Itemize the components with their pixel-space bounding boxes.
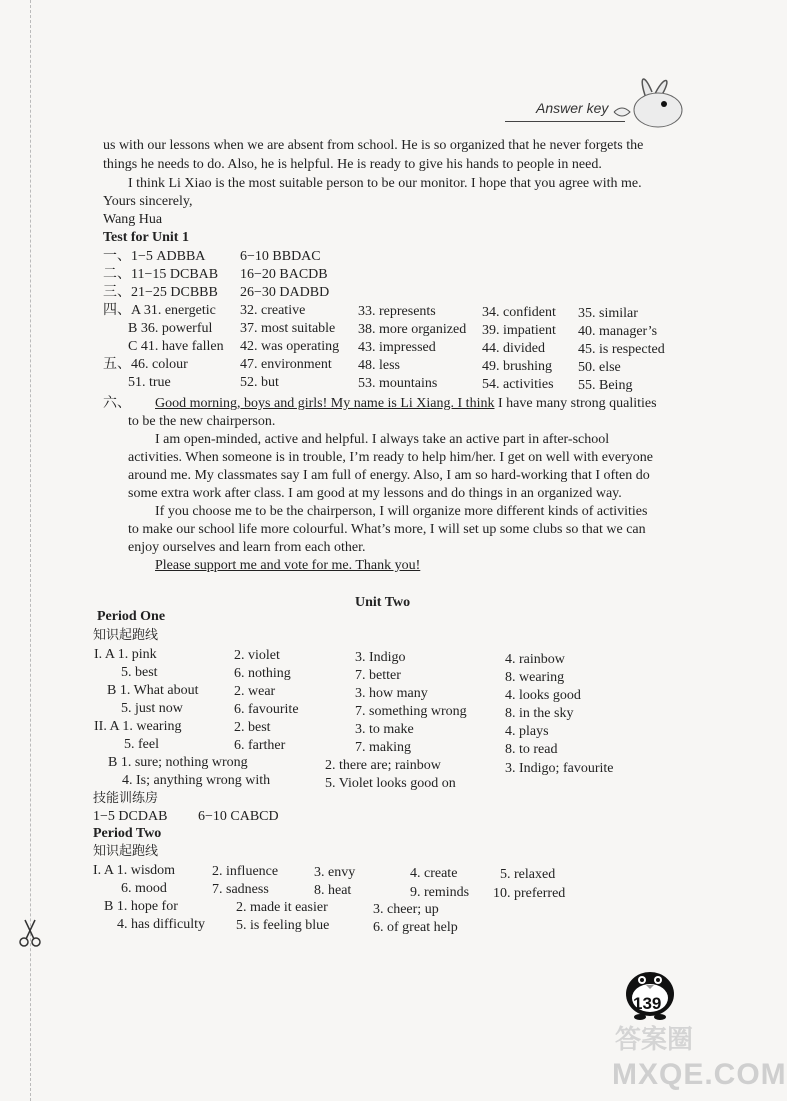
answer-cell: 5. relaxed xyxy=(500,867,556,882)
essay-line: to be the new chairperson. xyxy=(128,414,276,429)
grid-cell: C 41. have fallen xyxy=(128,339,224,354)
answer-cell: 5. best xyxy=(121,665,158,680)
grid-cell: 39. impatient xyxy=(482,323,556,338)
essay-line: If you choose me to be the chairperson, I will organize more different kinds of activities xyxy=(155,504,648,519)
answer-row: 三、21−25 DCBBB xyxy=(103,285,218,300)
answer-cell: 4. Is; anything wrong with xyxy=(122,773,271,788)
answer-cell: 7. making xyxy=(355,740,411,755)
grid-cell: 49. brushing xyxy=(482,359,552,374)
answer-cell: 5. feel xyxy=(124,737,159,752)
answer-cell: 2. wear xyxy=(234,684,276,699)
answer-cell: 1−5 DCDAB xyxy=(93,809,168,824)
letter-closing: Yours sincerely, xyxy=(103,194,193,209)
answer-cell: 8. heat xyxy=(314,883,352,898)
grid-cell: 43. impressed xyxy=(358,340,436,355)
answer-cell: 3. envy xyxy=(314,865,356,880)
answer-cell: 6. farther xyxy=(234,738,286,753)
answer-cell: 8. in the sky xyxy=(505,706,574,721)
answer-cell: II. A 1. wearing xyxy=(94,719,182,734)
grid-cell: 37. most suitable xyxy=(240,321,336,336)
grid-cell: 四、A 31. energetic xyxy=(103,303,216,318)
grid-cell: 44. divided xyxy=(482,341,545,356)
grid-cell: 55. Being xyxy=(578,378,633,393)
essay-line: some extra work after class. I am good at my lessons and do things in an organized way. xyxy=(128,486,622,501)
letter-signature: Wang Hua xyxy=(103,212,163,227)
essay-rest: I have many strong qualities xyxy=(494,396,657,411)
essay-line: Please support me and vote for me. Thank you! xyxy=(155,558,421,573)
answer-cell: 5. is feeling blue xyxy=(236,918,330,933)
essay-line: enjoy ourselves and learn from each other. xyxy=(128,540,366,555)
answer-cell: 6. of great help xyxy=(373,920,458,935)
grid-cell: 45. is respected xyxy=(578,342,665,357)
answer-row: 16−20 BACDB xyxy=(240,267,328,282)
answer-cell: 4. has difficulty xyxy=(117,917,206,932)
essay-line: around me. My classmates say I am full of energy. Also, I am so hard-working that I often do xyxy=(128,468,650,483)
answer-cell: I. A 1. wisdom xyxy=(93,863,176,878)
answer-cell: 7. better xyxy=(355,668,401,683)
answer-cell: 2. best xyxy=(234,720,271,735)
answer-cell: 3. Indigo xyxy=(355,650,406,665)
unit-title: Unit Two xyxy=(355,595,411,610)
answer-row: 一、1−5 ADBBA xyxy=(103,249,206,264)
grid-cell: 50. else xyxy=(578,360,621,375)
answer-cell: 2. violet xyxy=(234,648,280,663)
answer-cell: I. A 1. pink xyxy=(94,647,157,662)
letter-line: things he needs to do. Also, he is helpful. He is ready to give his hands to people in need. xyxy=(103,157,602,172)
answer-cell: 3. to make xyxy=(355,722,414,737)
answer-cell: 6. nothing xyxy=(234,666,291,681)
answer-cell: 2. there are; rainbow xyxy=(325,758,441,773)
grid-cell: 五、46. colour xyxy=(103,357,188,372)
answer-cell: 3. how many xyxy=(355,686,428,701)
essay-underlined: Good morning, boys and girls! My name is Li Xiang. I think xyxy=(155,396,495,411)
section-label: 知识起跑线 xyxy=(93,844,159,859)
answer-cell: 2. influence xyxy=(212,864,279,879)
answer-cell: 2. made it easier xyxy=(236,900,328,915)
grid-cell: 53. mountains xyxy=(358,376,438,391)
answer-cell: 7. something wrong xyxy=(355,704,467,719)
answer-row: 26−30 DADBD xyxy=(240,285,330,300)
answer-cell: 3. cheer; up xyxy=(373,902,439,917)
answer-cell: 6−10 CABCD xyxy=(198,809,279,824)
answer-cell: 6. mood xyxy=(121,881,167,896)
grid-cell: 32. creative xyxy=(240,303,306,318)
section-title: Test for Unit 1 xyxy=(103,230,189,245)
page-number: 139 xyxy=(633,994,662,1013)
answer-row: 二、11−15 DCBAB xyxy=(103,267,219,282)
answer-cell: 6. favourite xyxy=(234,702,299,717)
section-label: 技能训练房 xyxy=(93,791,159,806)
essay-line xyxy=(155,395,657,413)
answer-cell: 4. plays xyxy=(505,724,549,739)
grid-cell: 48. less xyxy=(358,358,400,373)
header-rule xyxy=(505,121,625,122)
answer-cell: B 1. hope for xyxy=(104,899,178,914)
scissors-icon xyxy=(18,918,42,953)
grid-cell: 34. confident xyxy=(482,305,556,320)
grid-cell: 54. activities xyxy=(482,377,554,392)
letter-line: I think Li Xiao is the most suitable person to be our monitor. I hope that you agree with me. xyxy=(128,176,642,191)
section-label: 知识起跑线 xyxy=(93,628,159,643)
answer-cell: 4. looks good xyxy=(505,688,581,703)
essay-line: I am open-minded, active and helpful. I always take an active part in after-school xyxy=(155,432,610,447)
answer-cell: 4. create xyxy=(410,866,458,881)
answer-cell: 4. rainbow xyxy=(505,652,565,667)
answer-cell: 7. sadness xyxy=(212,882,269,897)
grid-cell: 38. more organized xyxy=(358,322,467,337)
period-title: Period One xyxy=(97,609,166,624)
grid-cell: 42. was operating xyxy=(240,339,340,354)
watermark-logo: 答案圈 xyxy=(615,1025,694,1055)
answer-row: 6−10 BBDAC xyxy=(240,249,321,264)
letter-line: us with our lessons when we are absent from school. He is so organized that he never forgets the xyxy=(103,138,644,153)
answer-cell: 8. wearing xyxy=(505,670,565,685)
essay-line: activities. When someone is in trouble, I’m ready to help him/her. I get on well with everyone xyxy=(128,450,653,465)
answer-cell: 5. Violet looks good on xyxy=(325,776,456,791)
grid-cell: 40. manager’s xyxy=(578,324,658,339)
essay-number: 六、 xyxy=(103,396,131,411)
period-title: Period Two xyxy=(93,826,162,841)
grid-cell: B 36. powerful xyxy=(128,321,213,336)
grid-cell: 33. represents xyxy=(358,304,436,319)
grid-cell: 47. environment xyxy=(240,357,332,372)
grid-cell: 51. true xyxy=(128,375,171,390)
answer-cell: 3. Indigo; favourite xyxy=(505,761,614,776)
watermark-text: MXQE.COM xyxy=(612,1058,787,1091)
bunny-icon xyxy=(608,70,688,135)
answer-cell: B 1. What about xyxy=(107,683,199,698)
answer-cell: B 1. sure; nothing wrong xyxy=(108,755,248,770)
answer-cell: 8. to read xyxy=(505,742,558,757)
answer-cell: 5. just now xyxy=(121,701,183,716)
essay-line: to make our school life more colourful. What’s more, I will set up some clubs so that we can xyxy=(128,522,646,537)
grid-cell: 52. but xyxy=(240,375,279,390)
answer-cell: 10. preferred xyxy=(493,886,566,901)
answer-cell: 9. reminds xyxy=(410,885,470,900)
answer-key-label: Answer key xyxy=(536,100,609,116)
grid-cell: 35. similar xyxy=(578,306,638,321)
